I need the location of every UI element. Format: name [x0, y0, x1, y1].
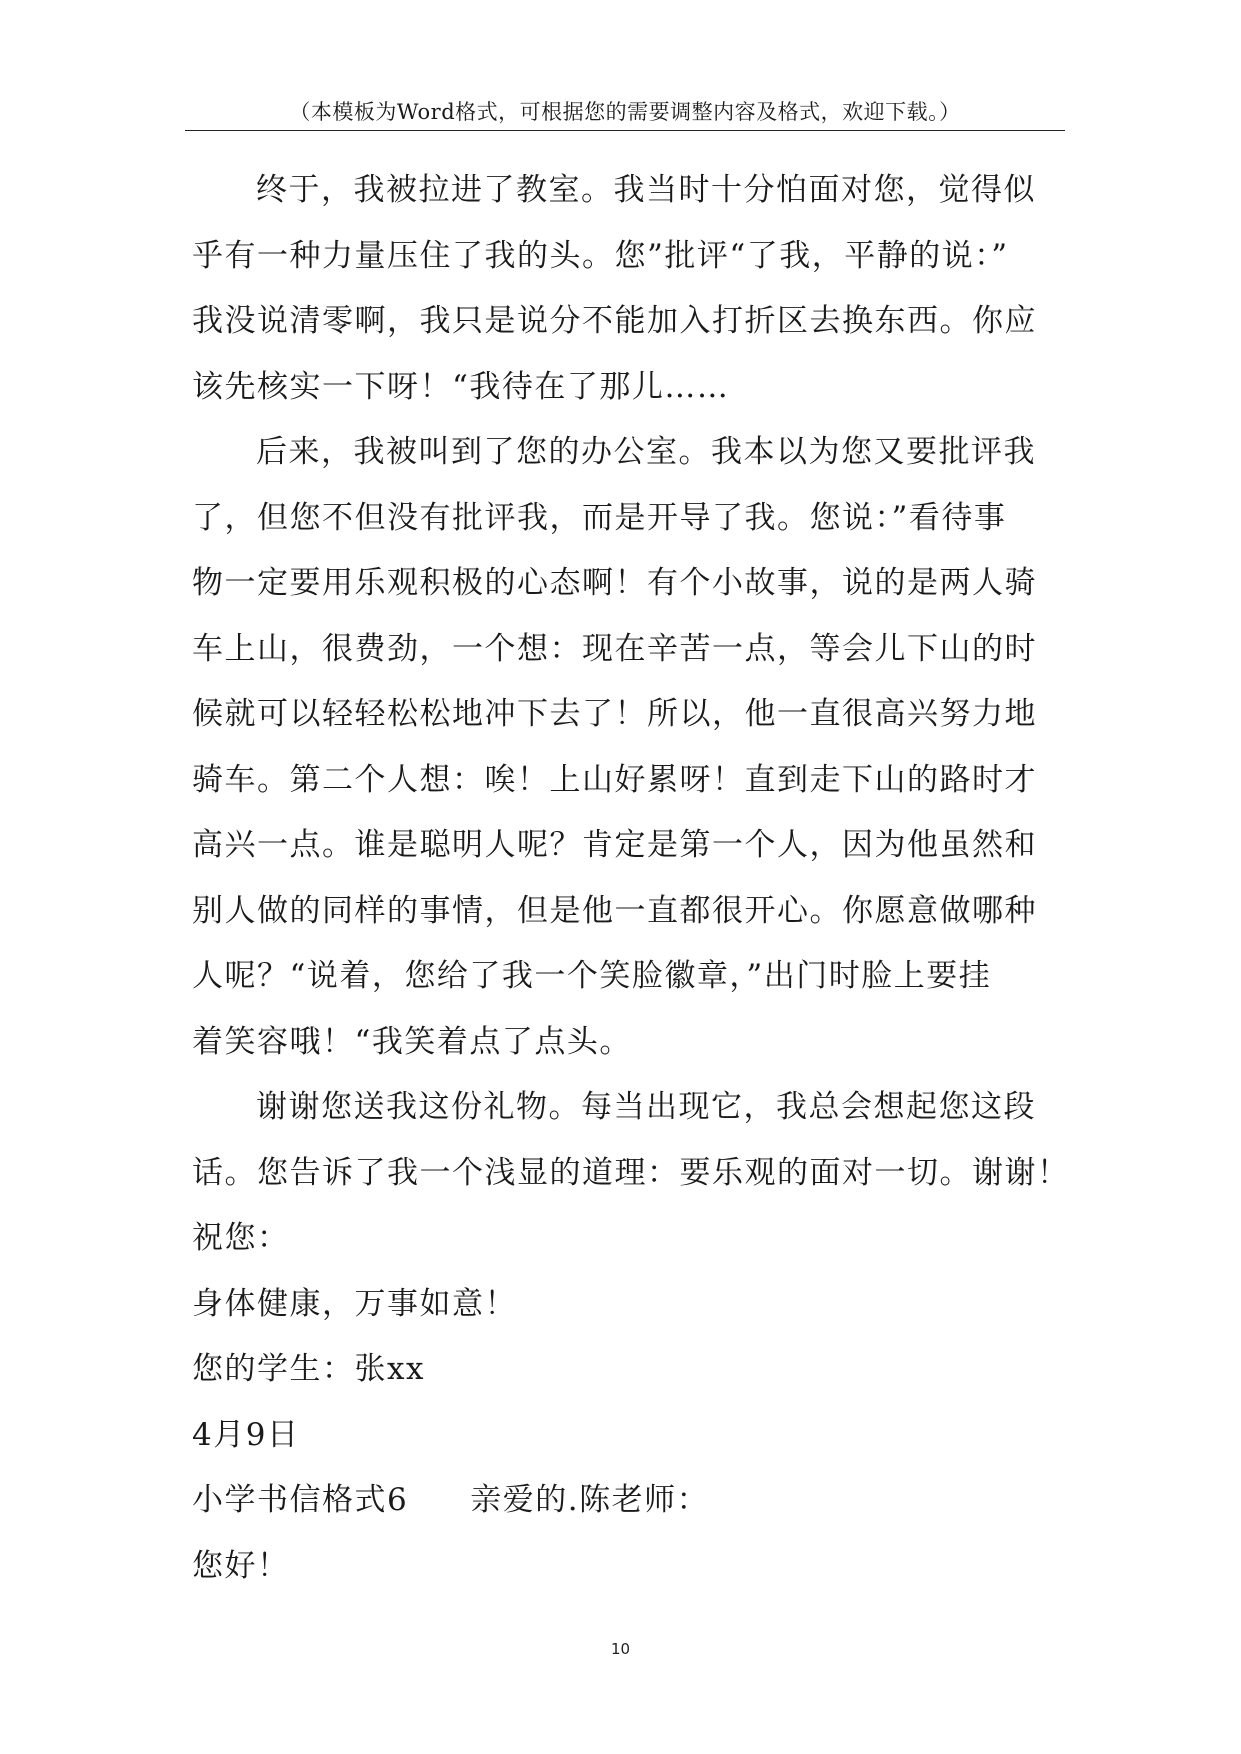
text-line: 我没说清零啊，我只是说分不能加入打折区去换东西。你应 [192, 303, 1037, 339]
wishes: 身体健康，万事如意！ [192, 1285, 517, 1322]
text-line: 人呢？“说着，您给了我一个笑脸徽章，”出门时脸上要挂 [192, 958, 992, 994]
text-line: 了，但您不但没有批评我，而是开导了我。您说：”看待事 [192, 499, 1007, 536]
next-letter-greeting: 您好！ [192, 1547, 290, 1584]
paragraph-1 [192, 158, 1062, 420]
text-line: 车上山，很费劲，一个想：现在辛苦一点，等会儿下山的时 [192, 630, 1037, 667]
text-line: 别人做的同样的事情，但是他一直都很开心。你愿意做哪种 [192, 892, 1037, 929]
text-line: 物一定要用乐观积极的心态啊！有个小故事，说的是两人骑 [192, 565, 1037, 601]
next-letter-title: 小学书信格式6 [192, 1482, 409, 1518]
signature: 您的学生：张xx [192, 1351, 425, 1387]
text-line: 骑车。第二个人想：唉！上山好累呀！直到走下山的路时才 [192, 761, 1037, 798]
text-line: 终于，我被拉进了教室。我当时十分怕面对您，觉得似 [256, 172, 1036, 208]
date: 4月9日 [192, 1416, 300, 1453]
text-line: 话。您告诉了我一个浅显的道理：要乐观的面对一切。谢谢！ [192, 1154, 1070, 1191]
paragraph-3 [192, 1075, 1070, 1206]
next-letter-heading [192, 1468, 1062, 1534]
text-line: 着笑容哦！“我笑着点了点头。 [192, 1023, 632, 1060]
paragraph-2 [192, 420, 1062, 1075]
closing: 祝您： [192, 1220, 290, 1256]
text-line: 谢谢您送我这份礼物。每当出现它，我总会想起您这段 [256, 1089, 1036, 1125]
header-rule [185, 130, 1065, 131]
page-number: 10 [610, 1640, 631, 1658]
letter-body [192, 158, 1070, 1599]
text-line: 后来，我被叫到了您的办公室。我本以为您又要批评我 [256, 434, 1036, 470]
next-letter-salutation: 亲爱的.陈老师： [470, 1482, 710, 1518]
text-line: 高兴一点。谁是聪明人呢？肯定是第一个人，因为他虽然和 [192, 827, 1037, 863]
header-note: （本模板为Word格式，可根据您的需要调整内容及格式，欢迎下载。） [289, 100, 961, 124]
text-line: 候就可以轻轻松松地冲下去了！所以，他一直很高兴努力地 [192, 696, 1037, 732]
text-line: 该先核实一下呀！“我待在了那儿…… [192, 368, 730, 405]
text-line: 乎有一种力量压住了我的头。您”批评“了我，平静的说：” [192, 237, 1009, 274]
